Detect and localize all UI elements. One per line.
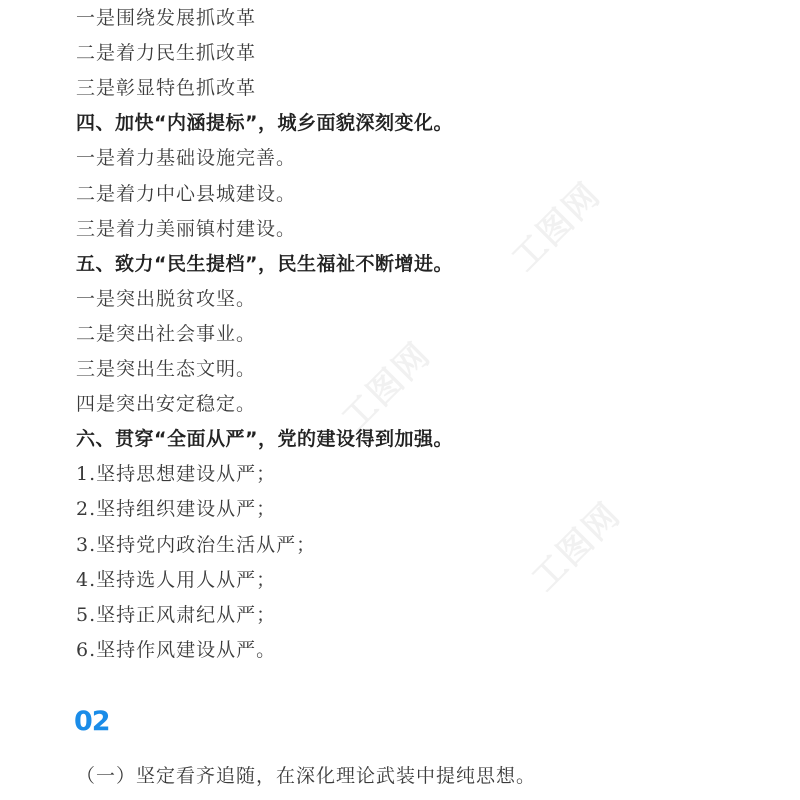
sub-heading: （一）坚定看齐追随，在深化理论武装中提纯思想。 xyxy=(76,765,537,787)
list-item: 2.坚持组织建设从严； xyxy=(76,498,277,521)
list-item: 一是突出脱贫攻坚。 xyxy=(76,287,257,310)
list-item: 6.坚持作风建设从严。 xyxy=(76,638,277,661)
list-item: 三是突出生态文明。 xyxy=(76,358,257,380)
section-heading: 五、致力“民生提档”，民生福祉不断增进。 xyxy=(76,252,453,275)
list-item: 3.坚持党内政治生活从严； xyxy=(76,533,317,556)
list-item: 三是着力美丽镇村建设。 xyxy=(76,217,297,240)
list-item: 三是彰显特色抓改革 xyxy=(76,77,257,100)
list-item: 1.坚持思想建设从严； xyxy=(76,463,277,486)
list-item: 一是着力基础设施完善。 xyxy=(76,147,297,170)
watermark: 工图网 xyxy=(504,174,609,280)
list-item: 一是围绕发展抓改革 xyxy=(76,7,257,29)
section-heading: 四、加快“内涵提标”，城乡面貌深刻变化。 xyxy=(76,112,453,135)
list-item: 二是着力中心县城建设。 xyxy=(76,182,297,205)
watermark: 工图网 xyxy=(334,334,439,440)
list-item: 四是突出安定稳定。 xyxy=(76,393,257,416)
watermark: 工图网 xyxy=(524,494,629,600)
list-item: 4.坚持选人用人从严； xyxy=(76,568,277,591)
list-item: 5.坚持正风肃纪从严； xyxy=(76,603,277,626)
list-item: 二是突出社会事业。 xyxy=(76,322,257,345)
list-item: 二是着力民生抓改革 xyxy=(76,42,257,65)
section-heading: 六、贯穿“全面从严”，党的建设得到加强。 xyxy=(76,428,453,451)
section-number: 02 xyxy=(74,706,110,737)
